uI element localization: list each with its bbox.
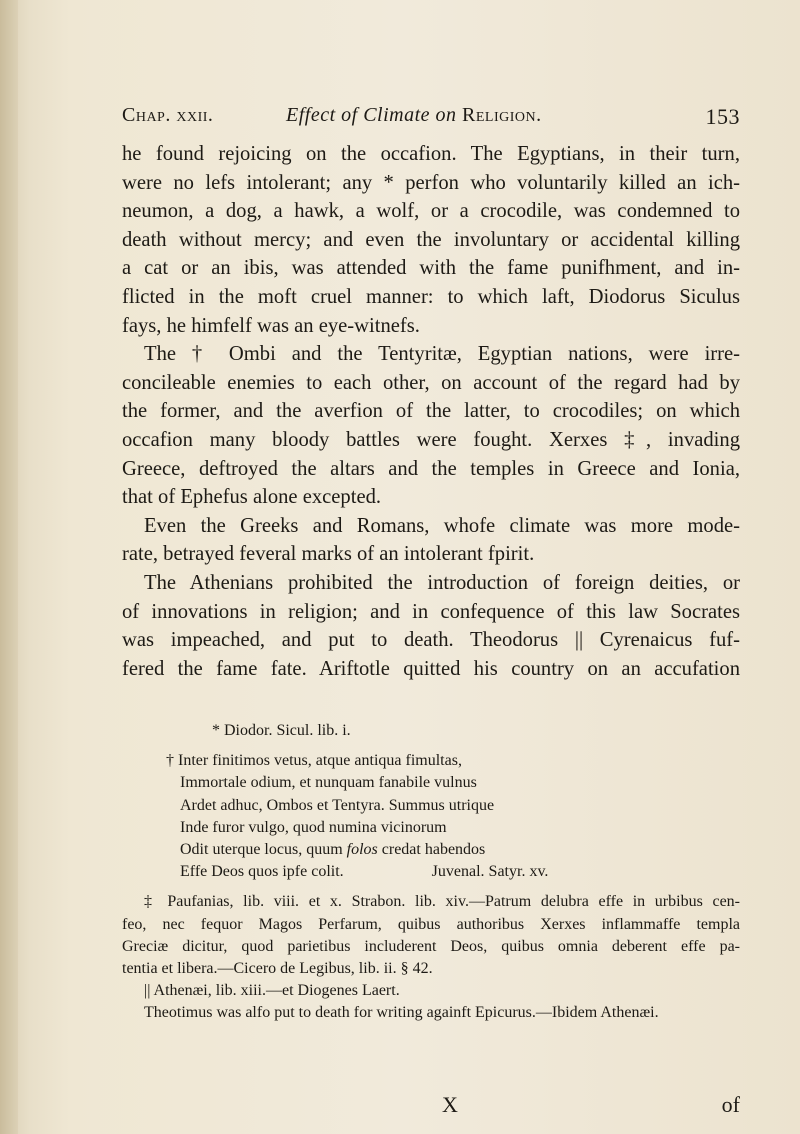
footnote-diodorus: * Diodor. Sicul. lib. i. [212,722,351,739]
text-line: flicted in the moft cruel manner: to which laft, Diodorus Siculus [122,285,740,308]
footnote-pausanias-line: feo, nec fequor Magos Perfarum, quibus authoribus Xerxes inflammaffe templa [122,915,740,933]
footnote-verse-line: Ardet adhuc, Ombos et Tentyra. Summus utrique [180,796,495,814]
running-header [122,104,740,134]
verse-text: Effe Deos quos ipfe colit. [180,863,344,881]
text-line: rate, betrayed feveral marks of an intolerant fpirit. [122,543,535,566]
text-line: of innovations in religion; and in confequence of this law Socrates [122,600,740,623]
text-line: death without mercy; and even the involuntary or accidental killing [122,228,740,251]
footnote-spacer [122,742,740,750]
running-title-rest: Religion. [462,104,542,126]
running-title [286,104,542,127]
text-line: he found rejoicing on the occafion. The Egyptians, in their turn, [122,143,740,165]
verse-source: Juvenal. Satyr. xv. [431,863,549,881]
text-line: were no lefs intolerant; any * perfon who voluntarily killed an ich- [122,171,740,194]
footnote-verse-line: Inde furor vulgo, quod numina vicinorum [180,818,447,836]
footnote-verse-line: Immortale odium, et nunquam fanabile vulnus [180,774,477,792]
signature-mark: X [442,1092,458,1117]
text-line: Even the Greeks and Romans, whofe climate was more mode- [144,514,740,537]
footnote-athenaei: || Athenæi, lib. xiii.—et Diogenes Laert. [144,982,400,1000]
chapter-label: Chap. xxii. [122,104,214,126]
footnote-theotimus: Theotimus was alfo put to death for writing againft Epicurus.—Ibidem Athenæi. [144,1004,659,1022]
text-line: concileable enemies to each other, on account of the regard had by [122,371,740,394]
verse-italic-word: folos [346,840,378,858]
footnote-pausanias-line: Greciæ dicitur, quod parietibus includerent Deos, quibus omnia deberent effe pa- [122,937,740,955]
text-line: fered the fame fate. Ariftotle quitted his country on an accufation [122,657,740,680]
footnote-pausanias-line: tentia et libera.—Cicero de Legibus, lib. ii. § 42. [122,959,433,977]
text-line: The Athenians prohibited the introduction of foreign deities, or [144,571,740,594]
text-line: that of Ephefus alone excepted. [122,486,382,509]
footnotes [122,720,740,1024]
text-line: fays, he himfelf was an eye-witnefs. [122,314,420,337]
text-line: the former, and the averfion of the latter, to crocodiles; on which [122,400,740,423]
book-gutter [0,0,18,1134]
text-line: a cat or an ibis, was attended with the fame punifhment, and in- [122,257,740,280]
text-line: Greece, deftroyed the altars and the temples in Greece and Ionia, [122,457,740,480]
footnote-verse-line [122,861,740,883]
footnote-verse-line: † Inter finitimos vetus, atque antiqua fimultas, [166,752,462,770]
text-line: The † Ombi and the Tentyritæ, Egyptian nations, were irre- [144,343,740,366]
verse-text: credat habendos [381,840,486,858]
verse-text: Odit uterque locus, quum [180,840,343,858]
text-line: neumon, a dog, a hawk, a wolf, or a crocodile, was condemned to [122,200,740,223]
footnote-pausanias-line: ‡ Paufanias, lib. viii. et x. Strabon. lib. xiv.—Patrum delubra effe in urbibus cen- [144,893,740,911]
page-number: 153 [705,104,740,129]
main-text [122,140,740,683]
text-line: occafion many bloody battles were fought. Xerxes ‡, invading [122,428,740,451]
running-title-italic: Effect of Climate on [286,104,457,126]
footnote-spacer [122,883,740,891]
footnote-verse-line [122,839,740,861]
catchword: of [721,1092,740,1117]
text-line: was impeached, and put to death. Theodorus || Cyrenaicus fuf- [122,629,740,652]
page-footer [122,1092,740,1118]
